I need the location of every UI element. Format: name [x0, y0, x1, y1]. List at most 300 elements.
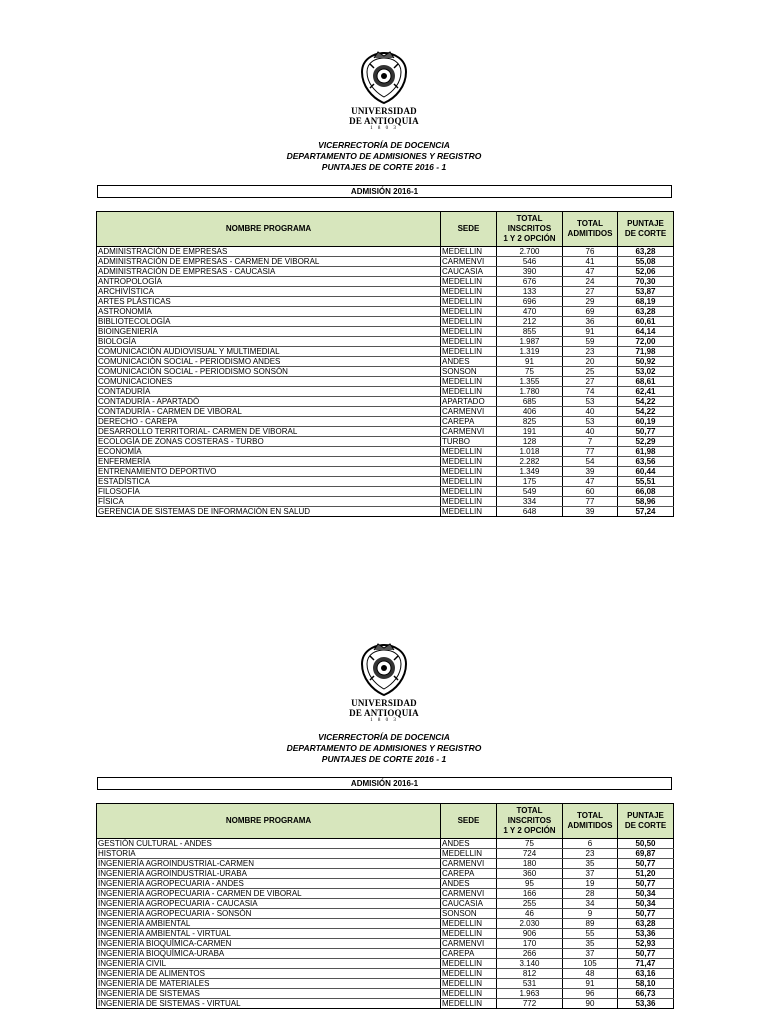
program-name-cell: ANTROPOLOGÍA	[97, 277, 441, 287]
puntaje-cell: 52,29	[618, 437, 674, 447]
puntaje-cell: 63,28	[618, 919, 674, 929]
sede-cell: CARMENVI	[441, 427, 497, 437]
inscritos-cell: 812	[497, 969, 563, 979]
puntaje-cell: 69,87	[618, 849, 674, 859]
inscritos-cell: 696	[497, 297, 563, 307]
puntaje-cell: 68,61	[618, 377, 674, 387]
puntaje-cell: 72,00	[618, 337, 674, 347]
col-sede-header: SEDE	[441, 804, 497, 839]
table-row	[97, 979, 674, 989]
col-admitidos-line2: ADMITIDOS	[567, 229, 613, 238]
puntaje-cell: 50,50	[618, 839, 674, 849]
table-row	[97, 477, 674, 487]
table-row	[97, 307, 674, 317]
admitidos-cell: 47	[563, 267, 618, 277]
puntaje-cell: 50,77	[618, 859, 674, 869]
puntaje-cell: 50,34	[618, 899, 674, 909]
sede-cell: MEDELLIN	[441, 457, 497, 467]
sede-cell: MEDELLIN	[441, 307, 497, 317]
program-name-cell: INGENIERÍA AGROINDUSTRIAL-URABA	[97, 869, 441, 879]
admitidos-cell: 53	[563, 417, 618, 427]
inscritos-cell: 166	[497, 889, 563, 899]
sede-cell: MEDELLIN	[441, 979, 497, 989]
table-row	[97, 929, 674, 939]
sede-cell: MEDELLIN	[441, 989, 497, 999]
program-name-cell: HISTORIA	[97, 849, 441, 859]
inscritos-cell: 772	[497, 999, 563, 1009]
col-admitidos-header	[563, 212, 618, 247]
col-puntaje-header	[618, 804, 674, 839]
admitidos-cell: 39	[563, 507, 618, 517]
program-name-cell: ARTES PLÁSTICAS	[97, 297, 441, 307]
sede-cell: CARMENVI	[441, 939, 497, 949]
sede-cell: SONSON	[441, 909, 497, 919]
program-name-cell: COMUNICACIÓN AUDIOVISUAL Y MULTIMEDIAL	[97, 347, 441, 357]
program-name-cell: COMUNICACIONES	[97, 377, 441, 387]
sede-cell: MEDELLIN	[441, 387, 497, 397]
university-logo	[344, 50, 424, 140]
inscritos-cell: 1.355	[497, 377, 563, 387]
program-name-cell: ECONOMÍA	[97, 447, 441, 457]
admission-title: ADMISIÓN 2016-1	[97, 185, 672, 198]
table-row	[97, 397, 674, 407]
inscritos-cell: 470	[497, 307, 563, 317]
university-founded: 1 8 0 3	[370, 126, 398, 131]
puntaje-cell: 71,98	[618, 347, 674, 357]
admitidos-cell: 90	[563, 999, 618, 1009]
puntaje-cell: 60,61	[618, 317, 674, 327]
inscritos-cell: 406	[497, 407, 563, 417]
table-row	[97, 327, 674, 337]
inscritos-cell: 1.780	[497, 387, 563, 397]
inscritos-cell: 3.140	[497, 959, 563, 969]
col-sede-header: SEDE	[441, 212, 497, 247]
university-logo	[344, 642, 424, 732]
sede-cell: CARMENVI	[441, 257, 497, 267]
puntaje-cell: 63,56	[618, 457, 674, 467]
puntaje-cell: 63,28	[618, 307, 674, 317]
table-row	[97, 969, 674, 979]
table-row	[97, 317, 674, 327]
table-row	[97, 257, 674, 267]
puntaje-cell: 58,96	[618, 497, 674, 507]
puntaje-cell: 70,30	[618, 277, 674, 287]
sede-cell: CARMENVI	[441, 889, 497, 899]
table-row	[97, 849, 674, 859]
table-row	[97, 487, 674, 497]
inscritos-cell: 855	[497, 327, 563, 337]
sede-cell: CARMENVI	[441, 859, 497, 869]
admitidos-cell: 77	[563, 447, 618, 457]
table-row	[97, 839, 674, 849]
admitidos-cell: 6	[563, 839, 618, 849]
university-name-line2: DE ANTIOQUIA	[349, 116, 419, 126]
admitidos-cell: 36	[563, 317, 618, 327]
program-name-cell: INGENIERÍA AGROPECUARIA - CAUCASIA	[97, 899, 441, 909]
header-line1: VICERRECTORÍA DE DOCENCIA	[318, 140, 450, 150]
sede-cell: MEDELLIN	[441, 447, 497, 457]
program-name-cell: FÍSICA	[97, 497, 441, 507]
sede-cell: ANDES	[441, 879, 497, 889]
puntaje-cell: 51,20	[618, 869, 674, 879]
col-inscritos-line1: TOTAL	[516, 806, 543, 815]
program-name-cell: INGENIERÍA AMBIENTAL	[97, 919, 441, 929]
admitidos-cell: 37	[563, 869, 618, 879]
sede-cell: MEDELLIN	[441, 247, 497, 257]
table-row	[97, 407, 674, 417]
puntaje-cell: 58,10	[618, 979, 674, 989]
inscritos-cell: 531	[497, 979, 563, 989]
table-row	[97, 959, 674, 969]
admitidos-cell: 34	[563, 899, 618, 909]
inscritos-cell: 75	[497, 367, 563, 377]
sede-cell: ANDES	[441, 839, 497, 849]
sede-cell: CAREPA	[441, 417, 497, 427]
inscritos-cell: 191	[497, 427, 563, 437]
table-row	[97, 467, 674, 477]
puntaje-cell: 53,02	[618, 367, 674, 377]
sede-cell: TURBO	[441, 437, 497, 447]
col-inscritos-line2: INSCRITOS	[507, 224, 552, 233]
inscritos-cell: 1.987	[497, 337, 563, 347]
admission-title: ADMISIÓN 2016-1	[97, 777, 672, 790]
admitidos-cell: 89	[563, 919, 618, 929]
table-row	[97, 247, 674, 257]
inscritos-cell: 2.030	[497, 919, 563, 929]
inscritos-cell: 133	[497, 287, 563, 297]
col-puntaje-line1: PUNTAJE	[627, 219, 664, 228]
puntaje-cell: 52,06	[618, 267, 674, 277]
sede-cell: MEDELLIN	[441, 849, 497, 859]
header-line2: DEPARTAMENTO DE ADMISIONES Y REGISTRO	[286, 743, 482, 753]
table-row	[97, 267, 674, 277]
col-admitidos-line1: TOTAL	[577, 219, 603, 228]
program-name-cell: GESTIÓN CULTURAL - ANDES	[97, 839, 441, 849]
table-row	[97, 337, 674, 347]
admitidos-cell: 24	[563, 277, 618, 287]
admitidos-cell: 28	[563, 889, 618, 899]
sede-cell: MEDELLIN	[441, 487, 497, 497]
table-row	[97, 859, 674, 869]
inscritos-cell: 549	[497, 487, 563, 497]
puntaje-cell: 55,08	[618, 257, 674, 267]
admitidos-cell: 59	[563, 337, 618, 347]
program-name-cell: INGENIERÍA AGROPECUARIA - ANDES	[97, 879, 441, 889]
university-seal-icon	[356, 50, 412, 106]
inscritos-cell: 46	[497, 909, 563, 919]
table-row	[97, 287, 674, 297]
inscritos-cell: 1.963	[497, 989, 563, 999]
sede-cell: MEDELLIN	[441, 337, 497, 347]
puntaje-cell: 71,47	[618, 959, 674, 969]
table-row	[97, 427, 674, 437]
sede-cell: MEDELLIN	[441, 317, 497, 327]
university-seal-icon	[356, 642, 412, 698]
inscritos-cell: 685	[497, 397, 563, 407]
puntaje-cell: 50,77	[618, 879, 674, 889]
inscritos-cell: 1.018	[497, 447, 563, 457]
col-admitidos-header	[563, 804, 618, 839]
puntaje-cell: 66,73	[618, 989, 674, 999]
table-row	[97, 347, 674, 357]
table-row	[97, 497, 674, 507]
table-row	[97, 447, 674, 457]
inscritos-cell: 825	[497, 417, 563, 427]
sede-cell: MEDELLIN	[441, 327, 497, 337]
puntaje-cell: 60,19	[618, 417, 674, 427]
inscritos-cell: 180	[497, 859, 563, 869]
admitidos-cell: 35	[563, 939, 618, 949]
inscritos-cell: 255	[497, 899, 563, 909]
admitidos-cell: 40	[563, 407, 618, 417]
program-name-cell: INGENIERÍA AGROPECUARIA - CARMEN DE VIBORAL	[97, 889, 441, 899]
sede-cell: CAUCASIA	[441, 899, 497, 909]
inscritos-cell: 334	[497, 497, 563, 507]
table-body-page2	[97, 839, 674, 1009]
inscritos-cell: 128	[497, 437, 563, 447]
col-inscritos-header	[497, 212, 563, 247]
puntaje-cell: 66,08	[618, 487, 674, 497]
table-row	[97, 939, 674, 949]
inscritos-cell: 546	[497, 257, 563, 267]
university-name-line1: UNIVERSIDAD	[351, 698, 417, 708]
admitidos-cell: 74	[563, 387, 618, 397]
sede-cell: MEDELLIN	[441, 959, 497, 969]
inscritos-cell: 648	[497, 507, 563, 517]
puntaje-cell: 62,41	[618, 387, 674, 397]
table-row	[97, 919, 674, 929]
program-name-cell: INGENIERÍA AMBIENTAL - VIRTUAL	[97, 929, 441, 939]
table-header-row	[97, 212, 674, 247]
puntaje-cell: 63,28	[618, 247, 674, 257]
puntaje-cell: 50,77	[618, 949, 674, 959]
program-name-cell: BIBLIOTECOLOGÍA	[97, 317, 441, 327]
admitidos-cell: 35	[563, 859, 618, 869]
table-row	[97, 437, 674, 447]
sede-cell: CAUCASIA	[441, 267, 497, 277]
puntaje-cell: 52,93	[618, 939, 674, 949]
col-puntaje-line2: DE CORTE	[624, 229, 667, 238]
puntaje-cell: 53,87	[618, 287, 674, 297]
admitidos-cell: 23	[563, 347, 618, 357]
table-row	[97, 909, 674, 919]
admitidos-cell: 96	[563, 989, 618, 999]
inscritos-cell: 1.349	[497, 467, 563, 477]
col-admitidos-line1: TOTAL	[577, 811, 603, 820]
admitidos-cell: 77	[563, 497, 618, 507]
sede-cell: CAREPA	[441, 869, 497, 879]
puntaje-cell: 68,19	[618, 297, 674, 307]
admitidos-cell: 76	[563, 247, 618, 257]
puntaje-cell: 53,36	[618, 999, 674, 1009]
puntaje-cell: 54,22	[618, 407, 674, 417]
table-row	[97, 387, 674, 397]
header-line3: PUNTAJES DE CORTE 2016 - 1	[321, 162, 447, 172]
puntaje-cell: 57,24	[618, 507, 674, 517]
program-name-cell: INGENIERÍA DE SISTEMAS	[97, 989, 441, 999]
sede-cell: MEDELLIN	[441, 507, 497, 517]
table-row	[97, 899, 674, 909]
university-founded: 1 8 0 3	[370, 718, 398, 723]
puntaje-cell: 55,51	[618, 477, 674, 487]
col-admitidos-line2: ADMITIDOS	[567, 821, 613, 830]
sede-cell: MEDELLIN	[441, 999, 497, 1009]
inscritos-cell: 91	[497, 357, 563, 367]
col-program-header: NOMBRE PROGRAMA	[97, 212, 441, 247]
program-name-cell: ADMINISTRACIÓN DE EMPRESAS	[97, 247, 441, 257]
inscritos-cell: 266	[497, 949, 563, 959]
program-name-cell: INGENIERÍA AGROPECUARIA - SONSÓN	[97, 909, 441, 919]
inscritos-cell: 175	[497, 477, 563, 487]
puntaje-cell: 64,14	[618, 327, 674, 337]
program-name-cell: INGENIERÍA BIOQUÍMICA-CARMEN	[97, 939, 441, 949]
puntaje-cell: 53,36	[618, 929, 674, 939]
admitidos-cell: 48	[563, 969, 618, 979]
table-row	[97, 367, 674, 377]
sede-cell: MEDELLIN	[441, 919, 497, 929]
program-name-cell: COMUNICACIÓN SOCIAL - PERIODISMO SONSÓN	[97, 367, 441, 377]
university-name-line1: UNIVERSIDAD	[351, 106, 417, 116]
program-name-cell: INGENIERÍA BIOQUÍMICA-URABA	[97, 949, 441, 959]
admitidos-cell: 53	[563, 397, 618, 407]
sede-cell: MEDELLIN	[441, 377, 497, 387]
table-row	[97, 417, 674, 427]
program-name-cell: DERECHO - CAREPA	[97, 417, 441, 427]
inscritos-cell: 95	[497, 879, 563, 889]
program-name-cell: INGENIERÍA DE ALIMENTOS	[97, 969, 441, 979]
inscritos-cell: 676	[497, 277, 563, 287]
table-row	[97, 999, 674, 1009]
inscritos-cell: 1.319	[497, 347, 563, 357]
admitidos-cell: 69	[563, 307, 618, 317]
header-line3: PUNTAJES DE CORTE 2016 - 1	[321, 754, 447, 764]
admitidos-cell: 23	[563, 849, 618, 859]
program-name-cell: GERENCIA DE SISTEMAS DE INFORMACIÓN EN SALUD	[97, 507, 441, 517]
sede-cell: MEDELLIN	[441, 969, 497, 979]
admitidos-cell: 29	[563, 297, 618, 307]
admitidos-cell: 41	[563, 257, 618, 267]
table-body-page1	[97, 247, 674, 517]
sede-cell: CAREPA	[441, 949, 497, 959]
puntaje-cell: 50,77	[618, 427, 674, 437]
program-name-cell: ADMINISTRACIÓN DE EMPRESAS - CARMEN DE VIBORAL	[97, 257, 441, 267]
col-inscritos-line1: TOTAL	[516, 214, 543, 223]
admitidos-cell: 27	[563, 377, 618, 387]
puntaje-cell: 60,44	[618, 467, 674, 477]
inscritos-cell: 724	[497, 849, 563, 859]
col-puntaje-line2: DE CORTE	[624, 821, 667, 830]
cutoff-table-page2	[96, 803, 674, 1009]
sede-cell: APARTADO	[441, 397, 497, 407]
admitidos-cell: 37	[563, 949, 618, 959]
col-inscritos-line2: INSCRITOS	[507, 816, 552, 825]
program-name-cell: INGENIERÍA CIVIL	[97, 959, 441, 969]
table-header-row	[97, 804, 674, 839]
col-inscritos-line3: 1 Y 2 OPCIÓN	[503, 826, 556, 835]
sede-cell: MEDELLIN	[441, 929, 497, 939]
university-name-line2: DE ANTIOQUIA	[349, 708, 419, 718]
sede-cell: MEDELLIN	[441, 277, 497, 287]
table-row	[97, 297, 674, 307]
program-name-cell: CONTADURÍA - CARMEN DE VIBORAL	[97, 407, 441, 417]
program-name-cell: COMUNICACIÓN SOCIAL - PERIODISMO ANDES	[97, 357, 441, 367]
table-row	[97, 377, 674, 387]
puntaje-cell: 50,34	[618, 889, 674, 899]
program-name-cell: CONTADURÍA - APARTADÓ	[97, 397, 441, 407]
col-program-header: NOMBRE PROGRAMA	[97, 804, 441, 839]
inscritos-cell: 212	[497, 317, 563, 327]
sede-cell: MEDELLIN	[441, 347, 497, 357]
admitidos-cell: 20	[563, 357, 618, 367]
program-name-cell: ENFERMERÍA	[97, 457, 441, 467]
header-line1: VICERRECTORÍA DE DOCENCIA	[318, 732, 450, 742]
inscritos-cell: 390	[497, 267, 563, 277]
program-name-cell: BIOINGENIERÍA	[97, 327, 441, 337]
sede-cell: ANDES	[441, 357, 497, 367]
puntaje-cell: 63,16	[618, 969, 674, 979]
sede-cell: CARMENVI	[441, 407, 497, 417]
program-name-cell: ECOLOGÍA DE ZONAS COSTERAS - TURBO	[97, 437, 441, 447]
admitidos-cell: 47	[563, 477, 618, 487]
admitidos-cell: 91	[563, 979, 618, 989]
admitidos-cell: 55	[563, 929, 618, 939]
admitidos-cell: 91	[563, 327, 618, 337]
program-name-cell: INGENIERÍA DE SISTEMAS - VIRTUAL	[97, 999, 441, 1009]
program-name-cell: INGENIERÍA DE MATERIALES	[97, 979, 441, 989]
sede-cell: MEDELLIN	[441, 297, 497, 307]
inscritos-cell: 2.282	[497, 457, 563, 467]
col-inscritos-header	[497, 804, 563, 839]
admitidos-cell: 40	[563, 427, 618, 437]
puntaje-cell: 50,77	[618, 909, 674, 919]
puntaje-cell: 54,22	[618, 397, 674, 407]
admitidos-cell: 9	[563, 909, 618, 919]
program-name-cell: ESTADÍSTICA	[97, 477, 441, 487]
header-line2: DEPARTAMENTO DE ADMISIONES Y REGISTRO	[286, 151, 482, 161]
table-row	[97, 889, 674, 899]
inscritos-cell: 75	[497, 839, 563, 849]
inscritos-cell: 360	[497, 869, 563, 879]
inscritos-cell: 906	[497, 929, 563, 939]
table-row	[97, 879, 674, 889]
sede-cell: SONSON	[441, 367, 497, 377]
admitidos-cell: 39	[563, 467, 618, 477]
program-name-cell: BIOLOGÍA	[97, 337, 441, 347]
table-row	[97, 277, 674, 287]
inscritos-cell: 2.700	[497, 247, 563, 257]
admitidos-cell: 54	[563, 457, 618, 467]
table-row	[97, 949, 674, 959]
col-puntaje-header	[618, 212, 674, 247]
program-name-cell: ARCHIVÍSTICA	[97, 287, 441, 297]
table-row	[97, 457, 674, 467]
table-row	[97, 507, 674, 517]
admitidos-cell: 7	[563, 437, 618, 447]
program-name-cell: CONTADURÍA	[97, 387, 441, 397]
sede-cell: MEDELLIN	[441, 467, 497, 477]
admitidos-cell: 60	[563, 487, 618, 497]
puntaje-cell: 61,98	[618, 447, 674, 457]
col-inscritos-line3: 1 Y 2 OPCIÓN	[503, 234, 556, 243]
program-name-cell: INGENIERÍA AGROINDUSTRIAL-CARMEN	[97, 859, 441, 869]
program-name-cell: ENTRENAMIENTO DEPORTIVO	[97, 467, 441, 477]
admitidos-cell: 27	[563, 287, 618, 297]
program-name-cell: ADMINISTRACIÓN DE EMPRESAS - CAUCASIA	[97, 267, 441, 277]
program-name-cell: DESARROLLO TERRITORIAL- CARMEN DE VIBORAL	[97, 427, 441, 437]
admitidos-cell: 105	[563, 959, 618, 969]
col-puntaje-line1: PUNTAJE	[627, 811, 664, 820]
admitidos-cell: 25	[563, 367, 618, 377]
